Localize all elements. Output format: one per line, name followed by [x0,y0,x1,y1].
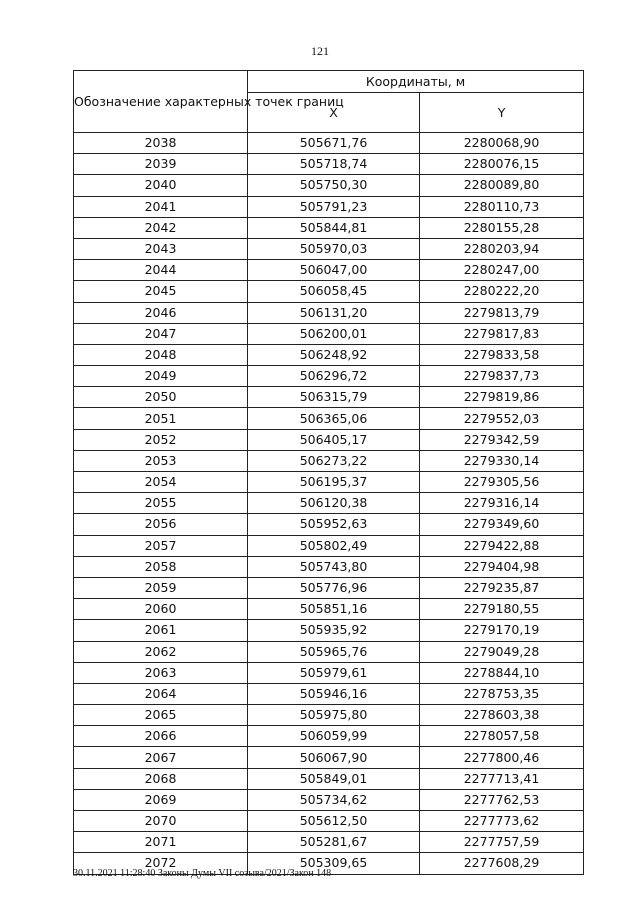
y-coordinate-cell: 2278753,35 [420,683,584,704]
point-id-cell: 2052 [74,429,248,450]
x-coordinate-cell: 506315,79 [248,387,420,408]
point-id-cell: 2049 [74,366,248,387]
x-coordinate-cell: 506195,37 [248,472,420,493]
y-coordinate-cell: 2277762,53 [420,789,584,810]
table-row [74,789,584,810]
point-id-cell: 2050 [74,387,248,408]
x-coordinate-cell: 506067,90 [248,747,420,768]
x-coordinate-cell: 505979,61 [248,662,420,683]
table-row [74,472,584,493]
y-coordinate-cell: 2279316,14 [420,493,584,514]
y-coordinate-cell: 2279404,98 [420,556,584,577]
table-row [74,154,584,175]
table-row [74,599,584,620]
x-coordinate-cell: 505791,23 [248,196,420,217]
y-coordinate-cell: 2280155,28 [420,217,584,238]
x-coordinate-cell: 505965,76 [248,641,420,662]
point-id-cell: 2062 [74,641,248,662]
x-coordinate-cell: 505935,92 [248,620,420,641]
header-coordinates: Координаты, м [248,71,584,93]
table-row [74,133,584,154]
y-coordinate-cell: 2278844,10 [420,662,584,683]
table-row [74,260,584,281]
table-row [74,726,584,747]
table-row [74,344,584,365]
table-row [74,408,584,429]
point-id-cell: 2066 [74,726,248,747]
point-id-cell: 2043 [74,238,248,259]
y-coordinate-cell: 2279342,59 [420,429,584,450]
x-coordinate-cell: 505671,76 [248,133,420,154]
point-id-cell: 2068 [74,768,248,789]
point-id-cell: 2058 [74,556,248,577]
point-id-cell: 2039 [74,154,248,175]
point-id-cell: 2040 [74,175,248,196]
y-coordinate-cell: 2280089,80 [420,175,584,196]
y-coordinate-cell: 2279833,58 [420,344,584,365]
x-coordinate-cell: 506248,92 [248,344,420,365]
point-id-cell: 2063 [74,662,248,683]
y-coordinate-cell: 2279422,88 [420,535,584,556]
table-row [74,577,584,598]
x-coordinate-cell: 505970,03 [248,238,420,259]
point-id-cell: 2071 [74,832,248,853]
y-coordinate-cell: 2279813,79 [420,302,584,323]
y-coordinate-cell: 2279049,28 [420,641,584,662]
table-row [74,323,584,344]
y-coordinate-cell: 2280068,90 [420,133,584,154]
point-id-cell: 2060 [74,599,248,620]
point-id-cell: 2056 [74,514,248,535]
table-row [74,683,584,704]
table-row [74,514,584,535]
x-coordinate-cell: 505718,74 [248,154,420,175]
y-coordinate-cell: 2277800,46 [420,747,584,768]
table-row [74,811,584,832]
x-coordinate-cell: 505776,96 [248,577,420,598]
y-coordinate-cell: 2279330,14 [420,450,584,471]
x-coordinate-cell: 506200,01 [248,323,420,344]
table-row [74,175,584,196]
point-id-cell: 2051 [74,408,248,429]
table-row [74,238,584,259]
table-row [74,556,584,577]
x-coordinate-cell: 506365,06 [248,408,420,429]
y-coordinate-cell: 2279349,60 [420,514,584,535]
x-coordinate-cell: 506058,45 [248,281,420,302]
x-coordinate-cell: 506296,72 [248,366,420,387]
x-coordinate-cell: 505309,65 [248,853,420,874]
table-row [74,196,584,217]
point-id-cell: 2044 [74,260,248,281]
x-coordinate-cell: 505851,16 [248,599,420,620]
header-x: X [248,93,420,133]
x-coordinate-cell: 505952,63 [248,514,420,535]
x-coordinate-cell: 505612,50 [248,811,420,832]
header-y: Y [420,93,584,133]
x-coordinate-cell: 506120,38 [248,493,420,514]
point-id-cell: 2048 [74,344,248,365]
x-coordinate-cell: 505743,80 [248,556,420,577]
point-id-cell: 2055 [74,493,248,514]
y-coordinate-cell: 2278603,38 [420,705,584,726]
table-row [74,450,584,471]
x-coordinate-cell: 506273,22 [248,450,420,471]
y-coordinate-cell: 2277773,62 [420,811,584,832]
table-row [74,641,584,662]
y-coordinate-cell: 2279170,19 [420,620,584,641]
table-row [74,387,584,408]
x-coordinate-cell: 505849,01 [248,768,420,789]
y-coordinate-cell: 2277608,29 [420,853,584,874]
y-coordinate-cell: 2279817,83 [420,323,584,344]
x-coordinate-cell: 505802,49 [248,535,420,556]
point-id-cell: 2070 [74,811,248,832]
point-id-cell: 2057 [74,535,248,556]
page-number: 121 [311,44,329,58]
table-row [74,535,584,556]
point-id-cell: 2053 [74,450,248,471]
x-coordinate-cell: 506047,00 [248,260,420,281]
table-row [74,493,584,514]
x-coordinate-cell: 505975,80 [248,705,420,726]
x-coordinate-cell: 505750,30 [248,175,420,196]
table-row [74,747,584,768]
coordinates-table [73,70,584,875]
table-row [74,620,584,641]
table-row [74,705,584,726]
point-id-cell: 2064 [74,683,248,704]
y-coordinate-cell: 2279819,86 [420,387,584,408]
y-coordinate-cell: 2280247,00 [420,260,584,281]
point-id-cell: 2045 [74,281,248,302]
y-coordinate-cell: 2280110,73 [420,196,584,217]
point-id-cell: 2041 [74,196,248,217]
point-id-cell: 2038 [74,133,248,154]
y-coordinate-cell: 2277713,41 [420,768,584,789]
y-coordinate-cell: 2279235,87 [420,577,584,598]
x-coordinate-cell: 505844,81 [248,217,420,238]
x-coordinate-cell: 505734,62 [248,789,420,810]
y-coordinate-cell: 2278057,58 [420,726,584,747]
table-body [74,133,584,875]
header-points: Обозначение характерных точек границ [74,71,248,133]
footer-stamp: 30.11.2021 11:28:40 Законы Думы VII созыва/2021/Закон 148 [73,868,332,879]
table-row [74,662,584,683]
x-coordinate-cell: 506131,20 [248,302,420,323]
x-coordinate-cell: 506405,17 [248,429,420,450]
table-row [74,302,584,323]
y-coordinate-cell: 2277757,59 [420,832,584,853]
y-coordinate-cell: 2280222,20 [420,281,584,302]
table-row [74,281,584,302]
point-id-cell: 2069 [74,789,248,810]
table-row [74,429,584,450]
point-id-cell: 2067 [74,747,248,768]
y-coordinate-cell: 2279180,55 [420,599,584,620]
x-coordinate-cell: 506059,99 [248,726,420,747]
y-coordinate-cell: 2280076,15 [420,154,584,175]
table-row [74,217,584,238]
y-coordinate-cell: 2280203,94 [420,238,584,259]
point-id-cell: 2059 [74,577,248,598]
table-row [74,768,584,789]
point-id-cell: 2065 [74,705,248,726]
point-id-cell: 2061 [74,620,248,641]
point-id-cell: 2072 [74,853,248,874]
table-row [74,832,584,853]
point-id-cell: 2046 [74,302,248,323]
y-coordinate-cell: 2279305,56 [420,472,584,493]
y-coordinate-cell: 2279837,73 [420,366,584,387]
point-id-cell: 2047 [74,323,248,344]
x-coordinate-cell: 505946,16 [248,683,420,704]
point-id-cell: 2054 [74,472,248,493]
point-id-cell: 2042 [74,217,248,238]
x-coordinate-cell: 505281,67 [248,832,420,853]
table-row [74,366,584,387]
y-coordinate-cell: 2279552,03 [420,408,584,429]
